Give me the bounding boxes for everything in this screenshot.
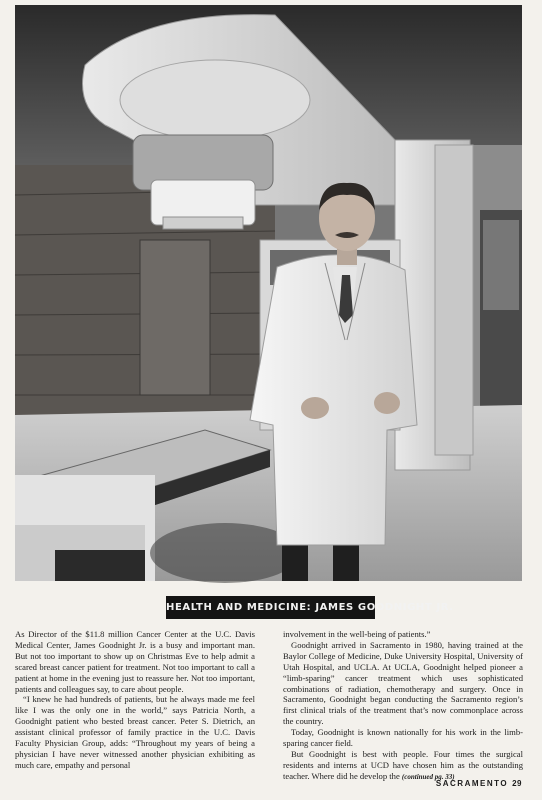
paragraph-text: But Goodnight is best with people. Four times the surgical residents and interns at UCD have chosen him as the outstanding teacher. Where did he develop the (283, 748, 523, 781)
section-banner: HEALTH AND MEDICINE: JAMES GOODNIGHT JR. (166, 596, 375, 619)
photo-illustration (15, 5, 522, 581)
paragraph: involvement in the well-being of patients.” (283, 629, 431, 639)
paragraph: Goodnight arrived in Sacramento in 1980, having trained at the Baylor College of Medicine, Duke University Hospital, University of Utah Hospital, and UCLA. At UCLA, Goodnight helped pioneer a “limb-sparing” cancer treatment which uses sophisticated combinations of radiation, chemotherapy and surgery. Once in Sacramento, Goodnight began conducting the Sacramento region’s first clinical trials of the treatment that’s now commonplace across the country. (283, 639, 523, 727)
paragraph-last (283, 749, 523, 783)
magazine-name: SACRAMENTO (435, 779, 509, 788)
page-footer (436, 779, 522, 788)
article-left-column (15, 629, 255, 771)
paragraph: As Director of the $11.8 million Cancer Center at the U.C. Davis Medical Center, James Goodnight Jr. is a busy and important man. But not too important to show up on Christmas Eve to help admit a scared breast cancer patient for treatment. Not too important to call a patient at home in the evening just to reassure her. Not too important, patients and colleagues say, to care about people. (15, 629, 255, 694)
paragraph: Today, Goodnight is known nationally for his work in the limb-sparing cancer field. (283, 727, 523, 749)
article-right-column (283, 629, 523, 783)
continued-note: (continued pg. 33) (401, 772, 455, 781)
page-number: 29 (512, 779, 522, 788)
paragraph: “I knew he had hundreds of patients, but he always made me feel like I was the only one in the world,” says Patricia North, a Goodnight patient who bested breast cancer. Peter S. Dietrich, an assistant clinical professor of family practice in the U.C. Davis Faculty Physician Group, adds: “Throughout my years of being a physician I have never witnessed another physician exhibiting as much care, empathy and personal (15, 694, 255, 770)
feature-photo (15, 5, 522, 581)
